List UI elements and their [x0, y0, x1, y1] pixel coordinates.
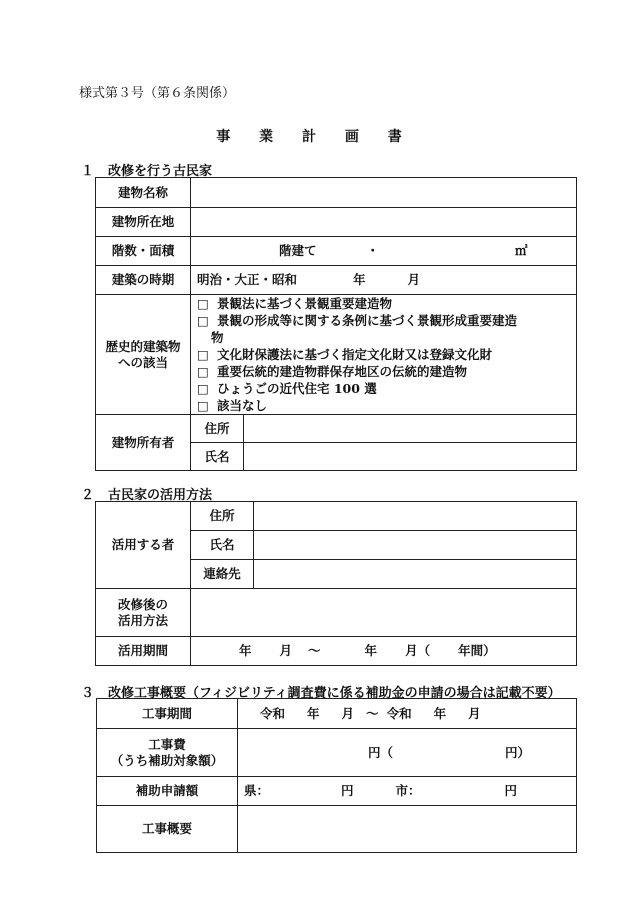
historic-row: [96, 295, 577, 415]
cost-label: [97, 729, 238, 777]
work-period-row: [97, 699, 577, 729]
city-label: 市：: [395, 783, 421, 799]
overview-label: 工事概要: [97, 806, 238, 853]
cost-yen: 円（: [368, 744, 394, 760]
user-contact-field[interactable]: [254, 560, 577, 589]
user-contact-label: 連絡先: [191, 560, 254, 589]
period-end-year: 年: [364, 643, 378, 659]
era-field[interactable]: [191, 266, 577, 295]
floors-area-field[interactable]: [191, 237, 577, 266]
historic-option-5[interactable]: [197, 380, 570, 397]
overview-row: [97, 806, 577, 853]
period-start-month: 月: [279, 643, 293, 659]
end-month: 月: [468, 705, 481, 721]
user-name-field[interactable]: [254, 531, 577, 560]
checkbox-icon[interactable]: □: [197, 347, 209, 362]
checkbox-icon[interactable]: □: [197, 398, 209, 413]
cost-field[interactable]: [238, 729, 577, 777]
floors-text: 階建て: [279, 243, 317, 259]
option-label: 景観法に基づく景観重要建造物: [217, 296, 393, 311]
era-label: 建築の時期: [96, 266, 191, 295]
historic-label-line2: への該当: [117, 354, 168, 370]
section3-table: [96, 698, 577, 853]
owner-address-row: [96, 415, 577, 443]
user-label: 活用する者: [96, 502, 191, 589]
owner-label: 建物所有者: [96, 415, 191, 471]
floors-area-row: [96, 237, 577, 266]
option-label: 重要伝統的建造物群保存地区の伝統的建造物: [217, 364, 468, 379]
start-reiwa: 令和: [260, 705, 286, 721]
overview-field[interactable]: [238, 806, 577, 853]
option-label: 該当なし: [217, 398, 268, 413]
work-period-field[interactable]: [238, 699, 577, 729]
checkbox-icon[interactable]: □: [197, 296, 209, 311]
historic-option-2[interactable]: [197, 312, 570, 329]
building-name-row: [96, 178, 577, 208]
owner-address-field[interactable]: [244, 415, 577, 443]
method-label: [96, 589, 191, 637]
checkbox-icon[interactable]: □: [197, 313, 209, 328]
section2-title: 古民家の活用方法: [108, 488, 213, 503]
owner-name-label: 氏名: [191, 443, 244, 471]
section1-title: 改修を行う古民家: [108, 164, 213, 179]
owner-address-label: 住所: [191, 415, 244, 443]
building-name-field[interactable]: [191, 178, 577, 208]
method-field[interactable]: [191, 589, 577, 637]
historic-option-2-continued: 物: [211, 330, 224, 345]
start-year: 年: [307, 705, 320, 721]
option-label: ひょうごの近代住宅 100 選: [217, 381, 377, 396]
floors-dot: ・: [366, 243, 380, 259]
tilde: 〜: [308, 643, 321, 659]
area-unit: ㎡: [515, 243, 528, 259]
form-number: 様式第３号（第６条関係）: [79, 86, 236, 101]
section1-number: １: [81, 164, 95, 179]
request-label: 補助申請額: [97, 777, 238, 806]
option-label: 文化財保護法に基づく指定文化財又は登録文化財: [217, 347, 493, 362]
prefecture-label: 県：: [244, 783, 270, 799]
historic-option-6[interactable]: [197, 397, 570, 414]
historic-label: [96, 295, 191, 415]
period-years: 年間）: [458, 643, 496, 659]
historic-option-4[interactable]: [197, 363, 570, 380]
era-month: 月: [407, 272, 421, 288]
building-name-label: 建物名称: [96, 178, 191, 208]
method-label-line1: 改修後の: [117, 596, 168, 612]
request-row: [97, 777, 577, 806]
method-label-line2: 活用方法: [117, 612, 168, 628]
user-address-row: [96, 502, 577, 531]
request-field[interactable]: [238, 777, 577, 806]
period-start-year: 年: [239, 643, 252, 659]
subsidy-yen: 円）: [505, 744, 531, 760]
tilde: 〜: [366, 705, 379, 721]
method-row: [96, 589, 577, 637]
section2-table: [95, 501, 577, 666]
start-month: 月: [341, 705, 355, 721]
section3-number: ３: [81, 686, 95, 701]
building-location-row: [96, 208, 577, 237]
historic-label-line1: 歴史的建築物: [105, 338, 181, 354]
period-row: [96, 637, 577, 666]
historic-options: [191, 295, 577, 415]
era-row: [96, 266, 577, 295]
period-label: 活用期間: [96, 637, 191, 666]
end-year: 年: [433, 705, 447, 721]
period-end-month: 月（: [405, 643, 431, 659]
prefecture-yen: 円: [341, 783, 354, 799]
user-address-label: 住所: [191, 502, 254, 531]
end-reiwa: 令和: [386, 705, 412, 721]
document-title: 事 業 計 画 書: [216, 129, 414, 145]
era-text: 明治・大正・昭和: [197, 272, 298, 288]
building-location-label: 建物所在地: [96, 208, 191, 237]
building-location-field[interactable]: [191, 208, 577, 237]
owner-name-field[interactable]: [244, 443, 577, 471]
section2-number: ２: [81, 488, 95, 503]
cost-row: [97, 729, 577, 777]
checkbox-icon[interactable]: □: [197, 364, 209, 379]
work-period-label: 工事期間: [97, 699, 238, 729]
option-label: 景観の形成等に関する条例に基づく景観形成重要建造: [217, 313, 518, 328]
period-field[interactable]: [191, 637, 577, 666]
checkbox-icon[interactable]: □: [197, 381, 209, 396]
historic-option-1[interactable]: [197, 295, 570, 312]
cost-label-line2: （うち補助対象額）: [110, 752, 224, 768]
section1-table: [95, 177, 577, 471]
floors-area-label: 階数・面積: [96, 237, 191, 266]
historic-option-3[interactable]: [197, 346, 570, 363]
section3-title: 改修工事概要（フィジビリティ調査費に係る補助金の申請の場合は記載不要）: [108, 686, 561, 701]
city-yen: 円: [504, 783, 518, 799]
user-name-label: 氏名: [191, 531, 254, 560]
cost-label-line1: 工事費: [148, 736, 186, 752]
user-address-field[interactable]: [254, 502, 577, 531]
era-year: 年: [353, 272, 366, 288]
